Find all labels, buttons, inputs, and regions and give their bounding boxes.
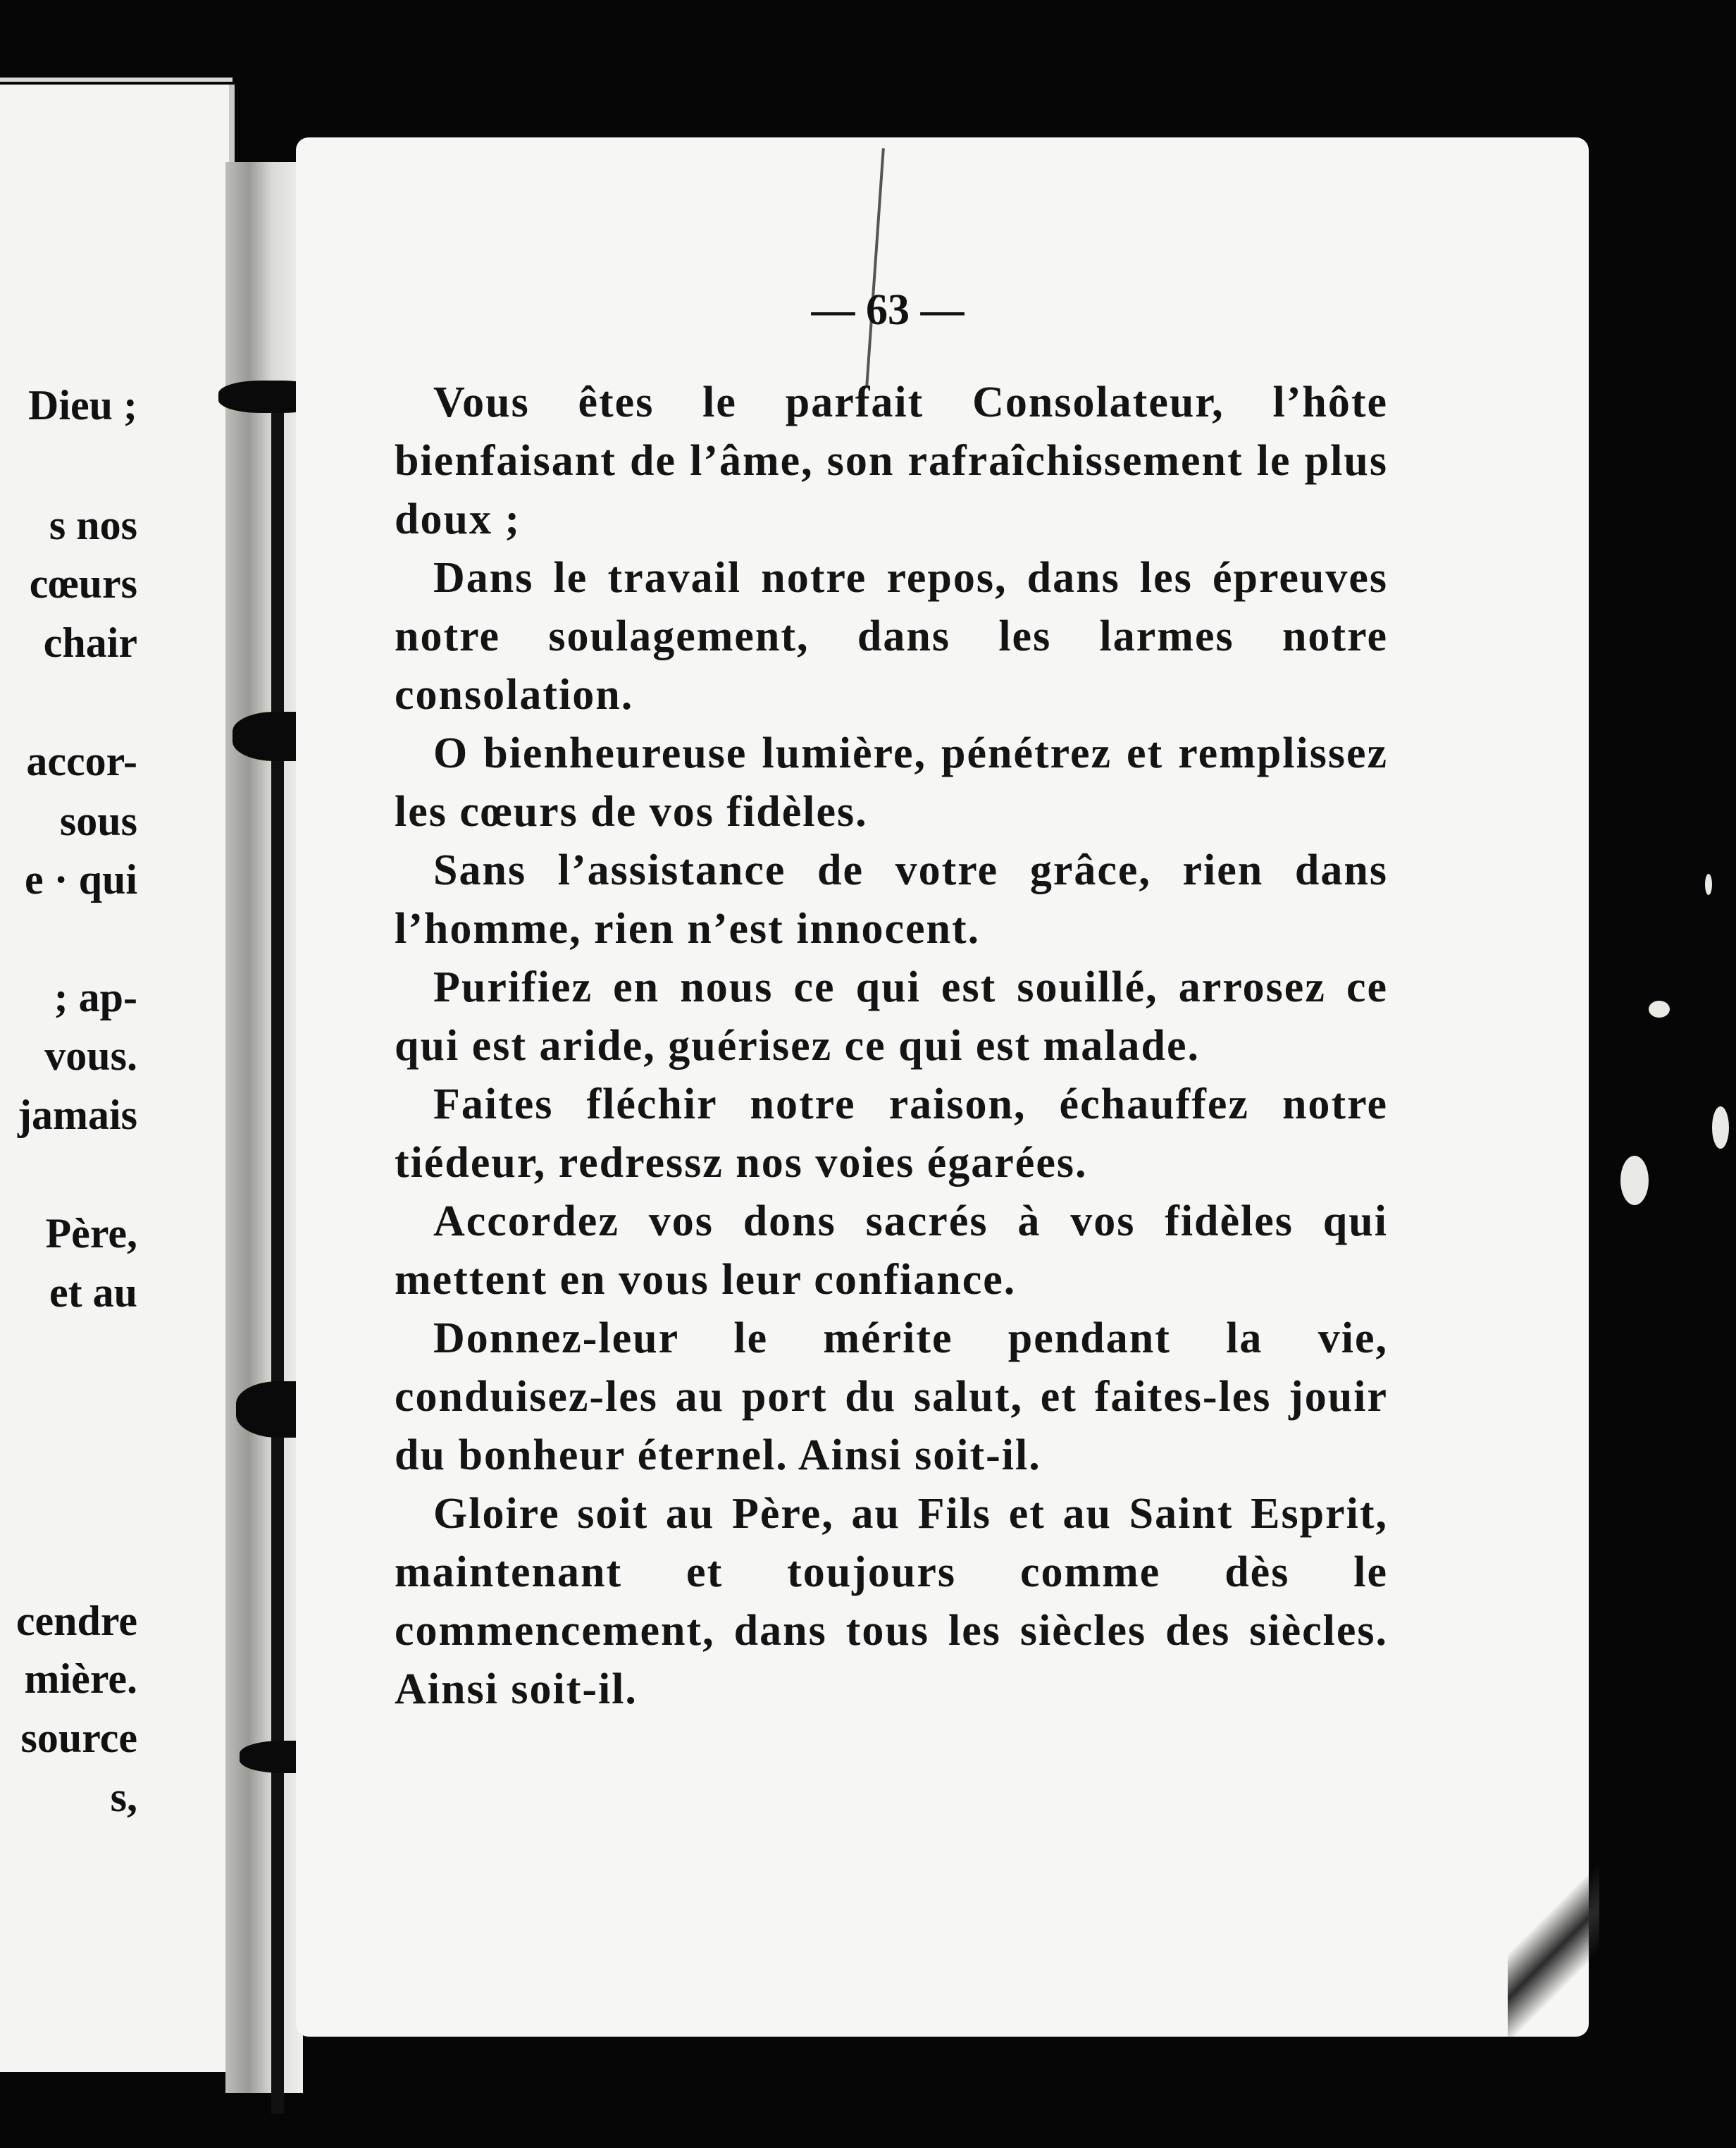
binding-thread bbox=[271, 381, 284, 2114]
scan-speck bbox=[1649, 1001, 1670, 1018]
paragraph: Purifiez en nous ce qui est souillé, arrosez ce qui est aride, guérisez ce qui est malade. bbox=[395, 963, 1388, 1070]
left-page-line: Père, bbox=[45, 1210, 137, 1257]
left-page bbox=[0, 85, 235, 2072]
left-page-line: Dieu ; bbox=[28, 382, 137, 428]
paragraph: Gloire soit au Père, au Fils et au Saint Esprit, maintenant et toujours comme dès le commencement, dans tous les siècles des siècles. Ainsi soit-il. bbox=[395, 1490, 1388, 1713]
left-page-line: mière. bbox=[24, 1655, 137, 1702]
left-page-line: et au bbox=[49, 1269, 137, 1316]
left-page-line: ; ap- bbox=[54, 974, 137, 1020]
page-corner-shadow bbox=[1508, 1832, 1599, 2044]
paragraph: Accordez vos dons sacrés à vos fidèles qui mettent en vous leur confiance. bbox=[395, 1197, 1388, 1304]
left-page-line: s nos bbox=[49, 502, 137, 548]
paragraph: Donnez-leur le mérite pendant la vie, conduisez-les au port du salut, et faites-les jouir du bonheur éternel. Ainsi soit-il. bbox=[395, 1314, 1388, 1479]
scan-speck bbox=[1705, 874, 1712, 895]
page-number: — 63 — bbox=[811, 286, 965, 334]
left-page-line: vous. bbox=[44, 1032, 137, 1079]
scan-speck bbox=[1620, 1156, 1649, 1205]
paragraph: Sans l’assistance de votre grâce, rien dans l’homme, rien n’est innocent. bbox=[395, 846, 1388, 953]
paragraph: O bienheureuse lumière, pénétrez et remplissez les cœurs de vos fidèles. bbox=[395, 729, 1388, 836]
left-page-line: source bbox=[20, 1715, 137, 1761]
paragraph: Dans le travail notre repos, dans les épreuves notre soulagement, dans les larmes notre consolation. bbox=[395, 554, 1388, 719]
book-spine bbox=[225, 162, 303, 2093]
left-page-line: cœurs bbox=[29, 560, 137, 607]
left-page-line: s, bbox=[110, 1774, 137, 1820]
left-page-line: accor- bbox=[26, 738, 137, 784]
page-body bbox=[395, 374, 1388, 1719]
left-page-line: sous bbox=[59, 798, 137, 844]
left-page-line: jamais bbox=[18, 1092, 137, 1138]
paragraph: Faites fléchir notre raison, échauffez notre tiédeur, redressz nos voies égarées. bbox=[395, 1080, 1388, 1187]
scan-speck bbox=[1712, 1106, 1729, 1149]
paragraph: Vous êtes le parfait Consolateur, l’hôte bienfaisant de l’âme, son rafraîchissement le plus doux ; bbox=[395, 378, 1388, 543]
left-page-line: cendre bbox=[16, 1598, 137, 1644]
left-page-line: e · qui bbox=[24, 856, 137, 903]
left-page-line: chair bbox=[43, 619, 137, 666]
